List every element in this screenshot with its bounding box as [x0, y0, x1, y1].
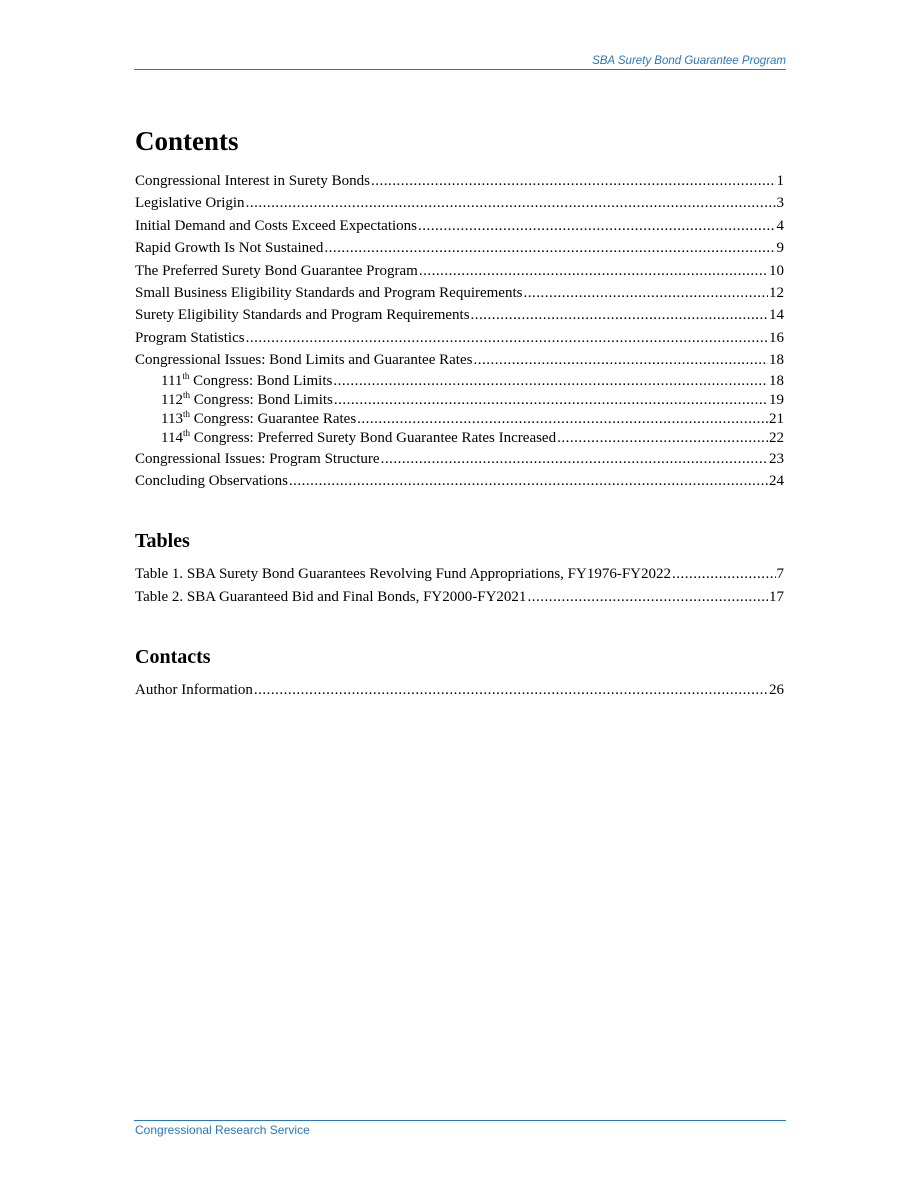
toc-entry-page: 9: [776, 240, 784, 257]
toc-entry-page: 22: [769, 429, 784, 446]
toc-entry-page: 12: [769, 285, 784, 302]
contact-entry-title: Author Information: [135, 682, 253, 699]
toc-entry-page: 16: [769, 329, 784, 346]
congress-number: 113: [161, 410, 183, 427]
toc-entry-page: 3: [776, 195, 784, 212]
toc-entry-page: 4: [776, 217, 784, 234]
toc-entry-page: 19: [769, 391, 784, 408]
contacts-heading: Contacts: [135, 646, 211, 669]
contacts-list: [135, 679, 784, 701]
dot-leader: [418, 215, 775, 237]
dot-leader: [471, 304, 768, 326]
toc-entry-title: Concluding Observations: [135, 473, 288, 490]
dot-leader: [419, 260, 768, 282]
table-entry-page: 17: [769, 588, 784, 605]
dot-leader: [289, 470, 768, 492]
toc-subentry[interactable]: [135, 391, 784, 410]
toc-entry-page: 18: [769, 352, 784, 369]
toc-entry[interactable]: [135, 170, 784, 192]
toc-entry[interactable]: [135, 192, 784, 214]
table-entry-title: Table 1. SBA Surety Bond Guarantees Revolving Fund Appropriations, FY1976-FY2022: [135, 566, 672, 583]
toc-subentry[interactable]: [135, 372, 784, 391]
toc-entry[interactable]: [135, 470, 784, 492]
contents-heading: Contents: [135, 126, 239, 156]
table-entry[interactable]: [135, 563, 784, 585]
toc-entry-page: 24: [769, 473, 784, 490]
toc-entry[interactable]: [135, 237, 784, 259]
toc-page: [135, 120, 784, 702]
toc-subentry-title: [161, 372, 332, 391]
toc-subentry-title: [161, 429, 556, 448]
toc-entry-title: Small Business Eligibility Standards and Program Requirements: [135, 285, 523, 302]
ordinal-suffix: th: [182, 408, 190, 419]
footer-publisher: Congressional Research Service: [135, 1123, 310, 1137]
congress-number: 112: [161, 391, 183, 408]
dot-leader: [473, 349, 768, 371]
toc-entry-title: Congressional Interest in Surety Bonds: [135, 173, 370, 189]
table-entry-page: 7: [776, 566, 784, 583]
toc-entry[interactable]: [135, 327, 784, 349]
dot-leader: [324, 237, 775, 259]
toc-entry-title: Legislative Origin: [135, 195, 245, 212]
dot-leader: [371, 170, 776, 192]
toc-entry[interactable]: [135, 349, 784, 371]
contents-list: [135, 170, 784, 492]
toc-entry[interactable]: [135, 304, 784, 326]
toc-subentry-title: [161, 391, 333, 410]
table-entry[interactable]: [135, 586, 784, 608]
dot-leader: [246, 192, 776, 214]
toc-entry[interactable]: [135, 215, 784, 237]
toc-subentry[interactable]: [135, 410, 784, 429]
subentry-text: Congress: Preferred Surety Bond Guarantee Rates Increased: [189, 429, 557, 446]
toc-entry-title: Congressional Issues: Program Structure: [135, 450, 380, 467]
toc-entry-page: 23: [769, 450, 784, 467]
toc-entry-page: 10: [769, 262, 784, 279]
dot-leader: [254, 679, 768, 701]
toc-entry-title: Congressional Issues: Bond Limits and Guarantee Rates: [135, 352, 473, 369]
tables-heading: Tables: [135, 530, 190, 553]
dot-leader: [357, 410, 768, 429]
toc-entry-page: 21: [769, 410, 784, 427]
footer-rule: [134, 1120, 786, 1121]
ordinal-suffix: th: [182, 370, 190, 381]
dot-leader: [557, 429, 768, 448]
subentry-text: Congress: Bond Limits: [189, 372, 333, 389]
toc-subentry[interactable]: [135, 429, 784, 448]
ordinal-suffix: th: [182, 389, 190, 400]
toc-entry-title: The Preferred Surety Bond Guarantee Program: [135, 262, 418, 279]
dot-leader: [523, 282, 768, 304]
tables-list: [135, 563, 784, 608]
toc-entry[interactable]: [135, 448, 784, 470]
toc-entry-title: Rapid Growth Is Not Sustained: [135, 240, 324, 257]
contact-entry[interactable]: [135, 679, 784, 701]
toc-entry[interactable]: [135, 282, 784, 304]
dot-leader: [672, 563, 775, 585]
contact-entry-page: 26: [769, 682, 784, 699]
toc-entry[interactable]: [135, 260, 784, 282]
dot-leader: [333, 372, 768, 391]
header-rule: [134, 69, 786, 70]
toc-subentry-title: [161, 410, 356, 429]
toc-entry-page: 1: [776, 173, 784, 189]
subentry-text: Congress: Bond Limits: [189, 391, 333, 408]
toc-entry-page: 14: [769, 307, 784, 324]
toc-entry-title: Surety Eligibility Standards and Program Requirements: [135, 307, 470, 324]
dot-leader: [246, 327, 768, 349]
toc-entry-page: 18: [769, 372, 784, 389]
ordinal-suffix: th: [182, 427, 190, 438]
dot-leader: [334, 391, 768, 410]
dot-leader: [527, 586, 768, 608]
dot-leader: [381, 448, 768, 470]
congress-number: 111: [161, 372, 183, 389]
subentry-text: Congress: Guarantee Rates: [189, 410, 357, 427]
congress-number: 114: [161, 429, 183, 446]
toc-entry-title: Initial Demand and Costs Exceed Expectations: [135, 217, 418, 234]
running-header: SBA Surety Bond Guarantee Program: [592, 55, 786, 67]
toc-entry-title: Program Statistics: [135, 329, 245, 346]
table-entry-title: Table 2. SBA Guaranteed Bid and Final Bonds, FY2000-FY2021: [135, 588, 527, 605]
